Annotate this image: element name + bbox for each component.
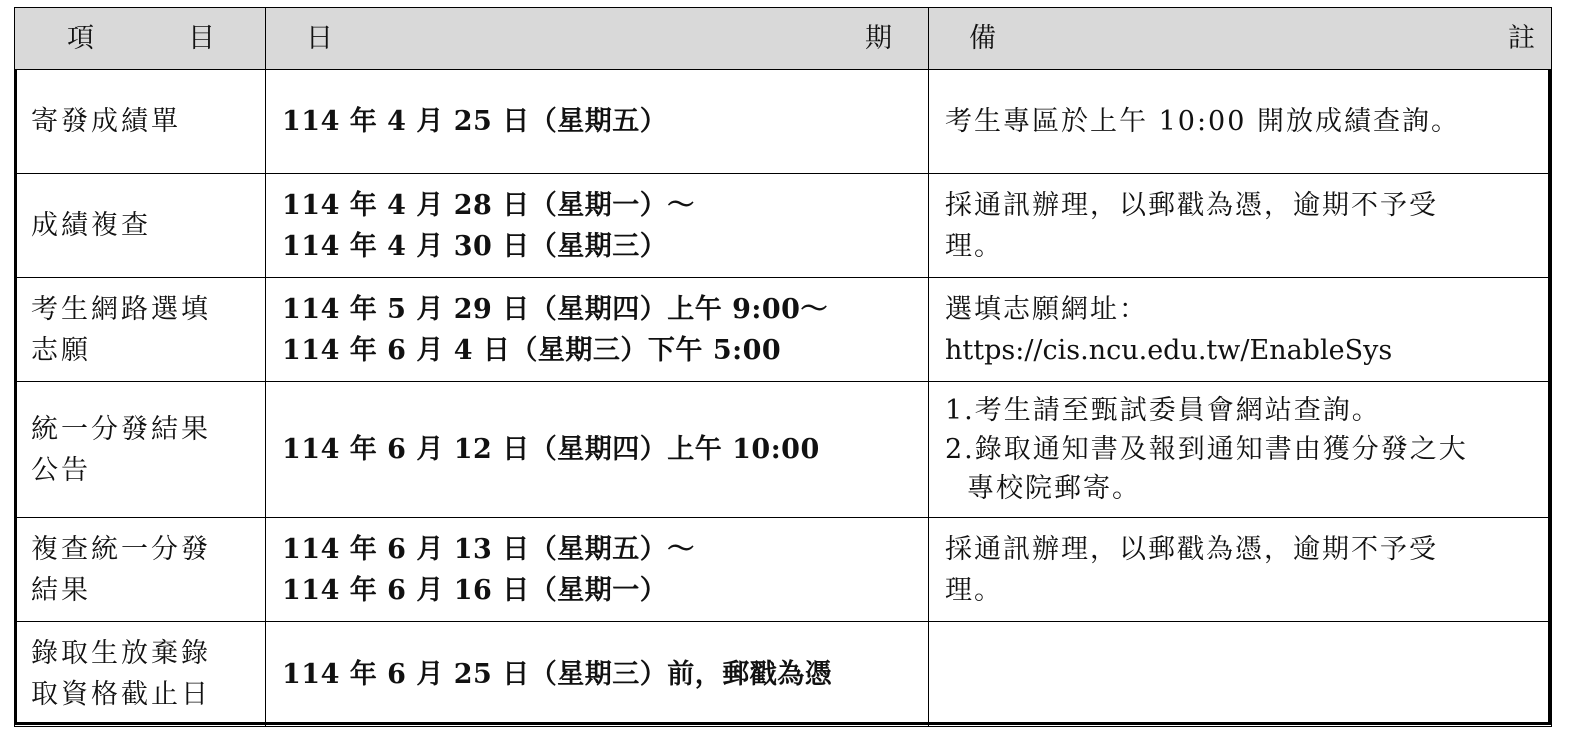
item-line: 結果 bbox=[31, 574, 91, 606]
header-note-char-2: 註 bbox=[1508, 23, 1535, 54]
note-cell bbox=[929, 70, 1552, 174]
note-list-item: 2.錄取通知書及報到通知書由獲分發之大 bbox=[945, 434, 1468, 465]
header-date-char-1: 日 bbox=[306, 23, 333, 54]
note-cell bbox=[929, 382, 1552, 518]
date-line: 114 年 6 月 12 日（星期四）上午 10:00 bbox=[282, 434, 820, 465]
date-cell bbox=[266, 382, 929, 518]
date-cell bbox=[266, 174, 929, 278]
schedule-table bbox=[14, 7, 1552, 727]
item-line: 公告 bbox=[31, 454, 91, 486]
date-line: 114 年 5 月 29 日（星期四）上午 9:00～ bbox=[282, 293, 828, 325]
date-cell bbox=[266, 622, 929, 727]
item-cell bbox=[15, 174, 266, 278]
header-date bbox=[266, 8, 929, 70]
item-cell bbox=[15, 622, 266, 727]
item-line: 考生網路選填 bbox=[31, 293, 211, 325]
date-cell bbox=[266, 278, 929, 382]
table-row bbox=[15, 518, 1552, 622]
note-line: 採通訊辦理，以郵戳為憑，逾期不予受 bbox=[945, 533, 1438, 565]
date-line: 114 年 6 月 4 日（星期三）下午 5:00 bbox=[282, 334, 782, 366]
date-line: 114 年 6 月 16 日（星期一） bbox=[282, 574, 668, 606]
date-line: 114 年 4 月 25 日（星期五） bbox=[282, 106, 668, 137]
item-line: 寄發成績單 bbox=[31, 106, 181, 137]
note-list-item: 1.考生請至甄試委員會網站查詢。 bbox=[945, 395, 1381, 426]
header-item bbox=[15, 8, 266, 70]
date-line: 114 年 6 月 13 日（星期五）～ bbox=[282, 533, 695, 565]
header-note bbox=[929, 8, 1552, 70]
header-item-char-2: 目 bbox=[188, 23, 215, 54]
item-cell bbox=[15, 278, 266, 382]
table-row bbox=[15, 278, 1552, 382]
date-line: 114 年 6 月 25 日（星期三）前，郵戳為憑 bbox=[282, 658, 833, 690]
note-line: 理。 bbox=[945, 230, 1003, 262]
header-date-char-2: 期 bbox=[865, 23, 892, 54]
table-row bbox=[15, 622, 1552, 727]
item-line: 錄取生放棄錄 bbox=[31, 638, 211, 669]
table-row bbox=[15, 174, 1552, 278]
item-cell bbox=[15, 70, 266, 174]
item-cell bbox=[15, 518, 266, 622]
date-cell bbox=[266, 518, 929, 622]
header-note-char-1: 備 bbox=[969, 23, 996, 54]
note-line: 理。 bbox=[945, 574, 1003, 606]
table-row bbox=[15, 70, 1552, 174]
date-cell bbox=[266, 70, 929, 174]
table-row bbox=[15, 382, 1552, 518]
note-line: 採通訊辦理，以郵戳為憑，逾期不予受 bbox=[945, 189, 1438, 221]
item-line: 志願 bbox=[31, 334, 91, 366]
enablesys-link[interactable]: https://cis.ncu.edu.tw/EnableSys bbox=[945, 334, 1393, 366]
item-line: 取資格截止日 bbox=[31, 679, 211, 710]
header-item-char-1: 項 bbox=[67, 23, 94, 54]
item-line: 複查統一分發 bbox=[31, 533, 211, 565]
item-line: 成績複查 bbox=[31, 210, 151, 241]
header-row bbox=[15, 8, 1552, 70]
note-cell bbox=[929, 278, 1552, 382]
note-cell-empty bbox=[929, 622, 1552, 727]
date-line: 114 年 4 月 30 日（星期三） bbox=[282, 230, 668, 262]
note-cell bbox=[929, 174, 1552, 278]
item-line: 統一分發結果 bbox=[31, 413, 211, 445]
note-list-continuation: 專校院郵寄。 bbox=[967, 473, 1141, 504]
note-line: 選填志願網址： bbox=[945, 293, 1148, 325]
item-cell bbox=[15, 382, 266, 518]
note-cell bbox=[929, 518, 1552, 622]
date-line: 114 年 4 月 28 日（星期一）～ bbox=[282, 189, 695, 221]
note-line: 考生專區於上午 10:00 開放成績查詢。 bbox=[945, 106, 1460, 137]
